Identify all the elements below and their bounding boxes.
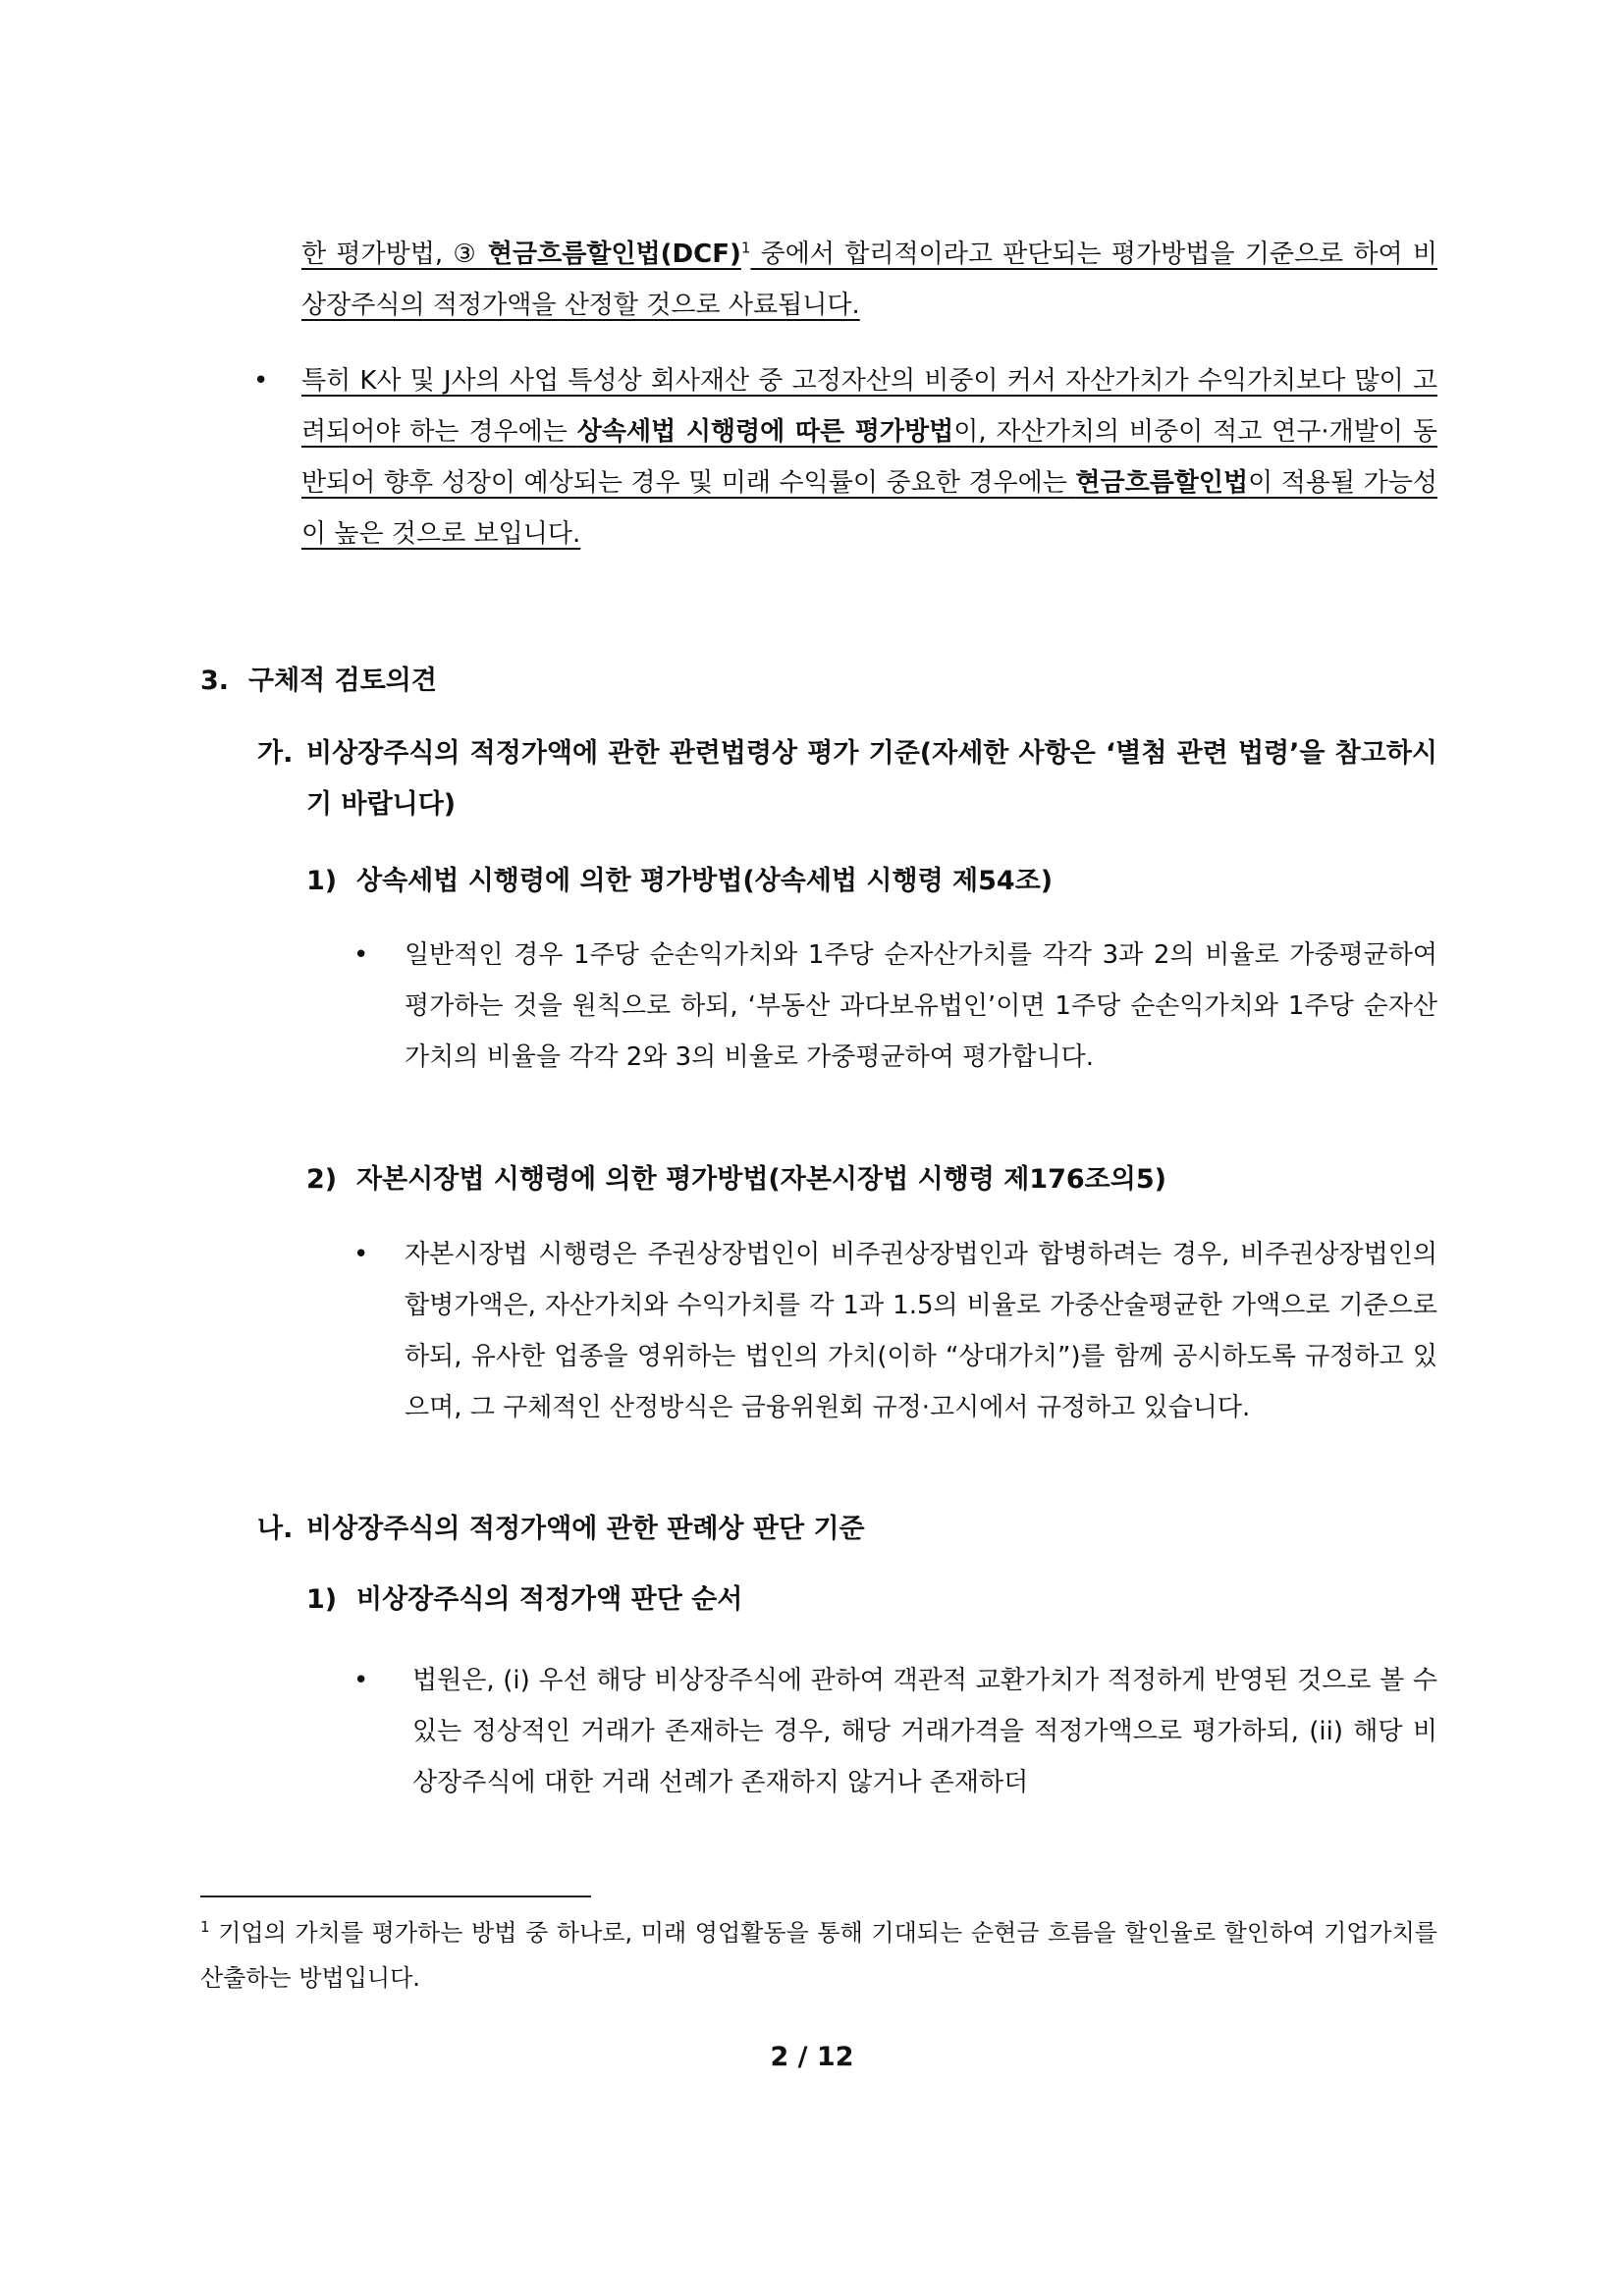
item-number: 1) — [306, 866, 338, 896]
bullet-marker: • — [353, 940, 369, 970]
paragraph-bullet: 법원은, (i) 우선 해당 비상장주식에 관하여 객관적 교환가치가 적정하게 반영된 것으로 볼 수 있는 정상적인 거래가 존재하는 경우, 해당 거래가격을 적정가액으로 평가하되, (ii) 해당 비상장주식에 대한 거래 선례가 존재하지 않거나 존재하더 — [412, 1666, 1437, 1797]
paragraph-bullet: 자본시장법 시행령은 주권상장법인이 비주권상장법인과 합병하려는 경우, 비주권상장법인의 합병가액은, 자산가치와 수익가치를 각 1과 1.5의 비율로 가중산술평균한 가액으로 기준으로 하되, 유사한 업종을 영위하는 법인의 가치(이하 “상대가치”)를 함께 공시하도록 규정하고 있으며, 그 구체적인 산정방식은 금융위원회 규정·고시에서 규정하고 있습니다. — [405, 1240, 1437, 1422]
text-segment: 중에서 합리적이라고 판단되는 평가방법을 기준으로 하여 비상장주식의 적정가액을 산정할 것으로 사료됩니다. — [301, 240, 1437, 320]
footnote-separator — [200, 1896, 591, 1897]
text-bold: 상속세법 시행령에 따른 평가방법 — [576, 417, 954, 447]
paragraph-continuation — [301, 229, 1437, 331]
subsection-heading: 비상장주식의 적정가액에 관한 관련법령상 평가 기준(자세한 사항은 ‘별첨 관련 법령’을 참고하시기 바랍니다) — [306, 738, 1437, 820]
footnote-mark: 1 — [200, 1918, 210, 1936]
bullet-marker: • — [353, 1240, 369, 1269]
footnote — [200, 1910, 1437, 2001]
footnote-text: 기업의 가치를 평가하는 방법 중 하나로, 미래 영업활동을 통해 기대되는 순현금 흐름을 할인율로 할인하여 기업가치를 산출하는 방법입니다. — [200, 1919, 1437, 1992]
section-heading: 구체적 검토의견 — [248, 666, 437, 696]
footnote-reference[interactable]: 1 — [740, 239, 751, 257]
item-heading: 비상장주식의 적정가액 판단 순서 — [356, 1584, 743, 1615]
subsection-number: 나. — [257, 1514, 294, 1544]
page-number: 2 / 12 — [770, 2042, 854, 2072]
text-segment: 이 적용될 가능성이 높은 것으로 보입니다. — [301, 468, 1437, 549]
text-dcf-bold: 현금흐름할인법(DCF) — [487, 240, 741, 269]
text-segment: 한 평가방법, ③ — [301, 240, 488, 269]
section-number: 3. — [200, 666, 230, 696]
item-heading: 자본시장법 시행령에 의한 평가방법(자본시장법 시행령 제176조의5) — [356, 1164, 1166, 1195]
bullet-marker: • — [253, 366, 269, 396]
text-segment: 특히 K사 및 J사의 사업 특성상 회사재산 중 고정자산의 비중이 커서 자산가치가 수익가치보다 많이 고려되어야 하는 경우에는 — [301, 366, 1437, 447]
subsection-heading: 비상장주식의 적정가액에 관한 판례상 판단 기준 — [306, 1514, 865, 1544]
text-bold: 현금흐름할인법 — [1075, 468, 1249, 498]
text-segment: 이, 자산가치의 비중이 적고 연구·개발이 동반되어 향후 성장이 예상되는 경우 및 미래 수익률이 중요한 경우에는 — [301, 417, 1437, 498]
bullet-marker: • — [353, 1666, 369, 1695]
item-number: 1) — [306, 1584, 338, 1615]
paragraph-bullet — [301, 355, 1437, 560]
item-heading: 상속세법 시행령에 의한 평가방법(상속세법 시행령 제54조) — [356, 866, 1054, 896]
item-number: 2) — [306, 1164, 338, 1195]
subsection-number: 가. — [257, 738, 294, 769]
paragraph-bullet: 일반적인 경우 1주당 순손익가치와 1주당 순자산가치를 각각 3과 2의 비율로 가중평균하여 평가하는 것을 원칙으로 하되, ‘부동산 과다보유법인’이면 1주당 순손익가치와 1주당 순자산가치의 비율을 각각 2와 3의 비율로 가중평균하여 평가합니다. — [405, 940, 1437, 1072]
